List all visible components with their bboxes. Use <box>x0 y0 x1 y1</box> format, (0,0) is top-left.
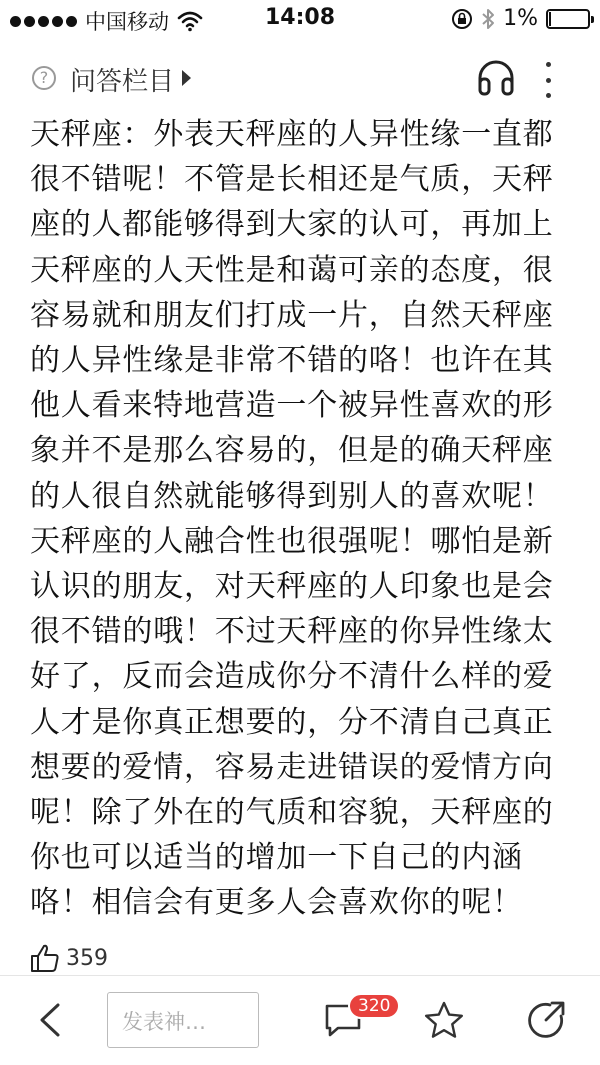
star-icon[interactable] <box>423 1000 465 1040</box>
like-count: 359 <box>66 945 108 971</box>
comment-count-badge: 320 <box>348 993 400 1019</box>
headphones-icon[interactable] <box>476 60 516 96</box>
battery-percent: 1% <box>503 6 538 31</box>
thumbs-up-icon <box>30 943 60 973</box>
help-circle-icon[interactable]: ? <box>32 66 56 90</box>
more-vertical-icon[interactable] <box>540 60 556 100</box>
battery-icon <box>546 9 590 29</box>
comment-input[interactable]: 发表神… <box>107 992 259 1048</box>
status-time: 14:08 <box>264 5 336 30</box>
bluetooth-icon <box>481 7 495 31</box>
bottom-toolbar <box>0 976 600 1065</box>
like-button[interactable] <box>30 940 108 976</box>
carrier-name: 中国移动 <box>85 10 169 34</box>
status-bar <box>0 0 600 40</box>
page-title[interactable]: 问答栏目 <box>70 67 175 97</box>
article-body: 天秤座：外表天秤座的人异性缘一直都很不错呢！不管是长相还是气质，天秤座的人都能够得到大家的认可，再加上天秤座的人天性是和蔼可亲的态度，很容易就和朋友们打成一片，自然天秤座的人异性缘是非常不错的咯！也许在其他人看来特地营造一个被异性喜欢的形象并不是那么容易的，但是的确天秤座的人很自然就能够得到别人的喜欢呢！天秤座的人融合性也很强呢！哪怕是新认识的朋友，对天秤座的人印象也是会很不错的哦！不过天秤座的你异性缘太好了，反而会造成你分不清什么样的爱人才是你真正想要的，分不清自己真正想要的爱情，容易走进错误的爱情方向呢！除了外在的气质和容貌，天秤座的你也可以适当的增加一下自己的内涵咯！相信会有更多人会喜欢你的呢！ <box>30 117 554 921</box>
status-right <box>451 6 590 31</box>
back-icon[interactable] <box>36 1002 64 1038</box>
orientation-lock-icon <box>451 8 473 30</box>
chevron-right-icon[interactable] <box>182 70 191 86</box>
header <box>0 48 600 110</box>
battery-level <box>549 12 551 26</box>
share-icon[interactable] <box>526 1000 566 1040</box>
